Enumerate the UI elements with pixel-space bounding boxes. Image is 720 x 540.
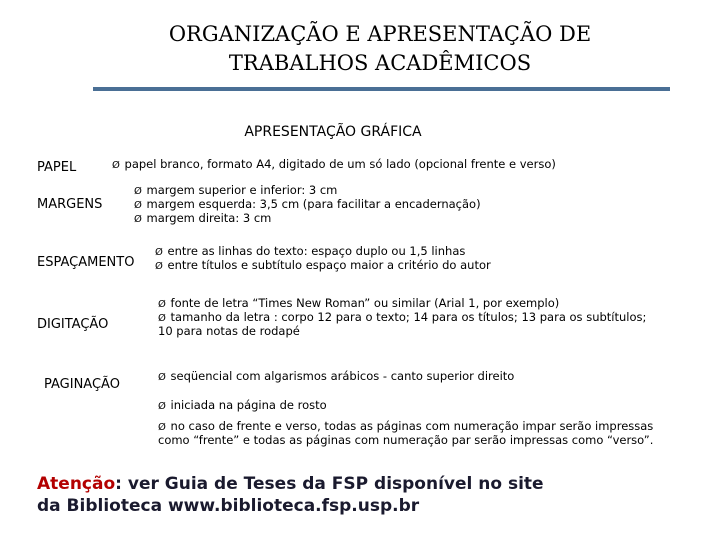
digitacao-items	[158, 297, 646, 338]
list-item: Ø entre títulos e subtítulo espaço maior a critério do autor	[155, 258, 491, 272]
title-divider	[93, 87, 670, 91]
section-subtitle: APRESENTAÇÃO GRÁFICA	[244, 124, 422, 140]
page-title	[90, 20, 670, 78]
arrow-bullet-icon: Ø	[158, 422, 166, 433]
arrow-bullet-icon: Ø	[158, 401, 166, 412]
arrow-bullet-icon: Ø	[155, 261, 163, 272]
arrow-bullet-icon: Ø	[158, 299, 166, 310]
note-line-2: da Biblioteca www.biblioteca.fsp.usp.br	[37, 496, 420, 516]
label-margens: MARGENS	[37, 197, 103, 212]
list-item: Ø margem esquerda: 3,5 cm (para facilitar a encadernação)	[134, 197, 481, 211]
arrow-bullet-icon: Ø	[134, 186, 142, 197]
list-item-continuation: como “frente” e todas as páginas com numeração par serão impressas como “verso”.	[158, 433, 654, 447]
papel-items	[112, 158, 556, 172]
paginacao-item-1	[158, 370, 514, 384]
label-espacamento: ESPAÇAMENTO	[37, 255, 135, 270]
paginacao-item-2	[158, 399, 327, 413]
arrow-bullet-icon: Ø	[158, 372, 166, 383]
title-line-1: ORGANIZAÇÃO E APRESENTAÇÃO DE	[168, 22, 592, 46]
list-item: Ø margem superior e inferior: 3 cm	[134, 183, 338, 197]
label-paginacao: PAGINAÇÃO	[44, 377, 120, 392]
note-line-1-text: : ver Guia de Teses da FSP disponível no site	[115, 474, 544, 494]
margens-items	[134, 184, 481, 226]
arrow-bullet-icon: Ø	[134, 200, 142, 211]
note-line-1	[37, 473, 544, 495]
title-line-2: TRABALHOS ACADÊMICOS	[228, 51, 532, 75]
list-item: Ø papel branco, formato A4, digitado de um só lado (opcional frente e verso)	[112, 157, 556, 171]
list-item: Ø margem direita: 3 cm	[134, 211, 272, 225]
list-item: Ø tamanho da letra : corpo 12 para o texto; 14 para os títulos; 13 para os subtítulos;	[158, 310, 647, 324]
arrow-bullet-icon: Ø	[112, 160, 120, 171]
arrow-bullet-icon: Ø	[158, 313, 166, 324]
list-item: Ø seqüencial com algarismos arábicos - canto superior direito	[158, 369, 515, 383]
espacamento-items	[155, 245, 491, 273]
label-digitacao: DIGITAÇÃO	[37, 317, 109, 332]
arrow-bullet-icon: Ø	[134, 214, 142, 225]
label-papel: PAPEL	[37, 160, 77, 175]
list-item: Ø fonte de letra “Times New Roman” ou similar (Arial 1, por exemplo)	[158, 296, 560, 310]
paginacao-item-3	[158, 420, 653, 447]
list-item: Ø iniciada na página de rosto	[158, 398, 327, 412]
list-item: Ø entre as linhas do texto: espaço duplo ou 1,5 linhas	[155, 244, 466, 258]
list-item-continuation: 10 para notas de rodapé	[158, 324, 300, 338]
arrow-bullet-icon: Ø	[155, 247, 163, 258]
attention-highlight: Atenção	[37, 474, 116, 494]
list-item: Ø no caso de frente e verso, todas as páginas com numeração impar serão impressas	[158, 419, 654, 433]
attention-note	[37, 473, 544, 517]
